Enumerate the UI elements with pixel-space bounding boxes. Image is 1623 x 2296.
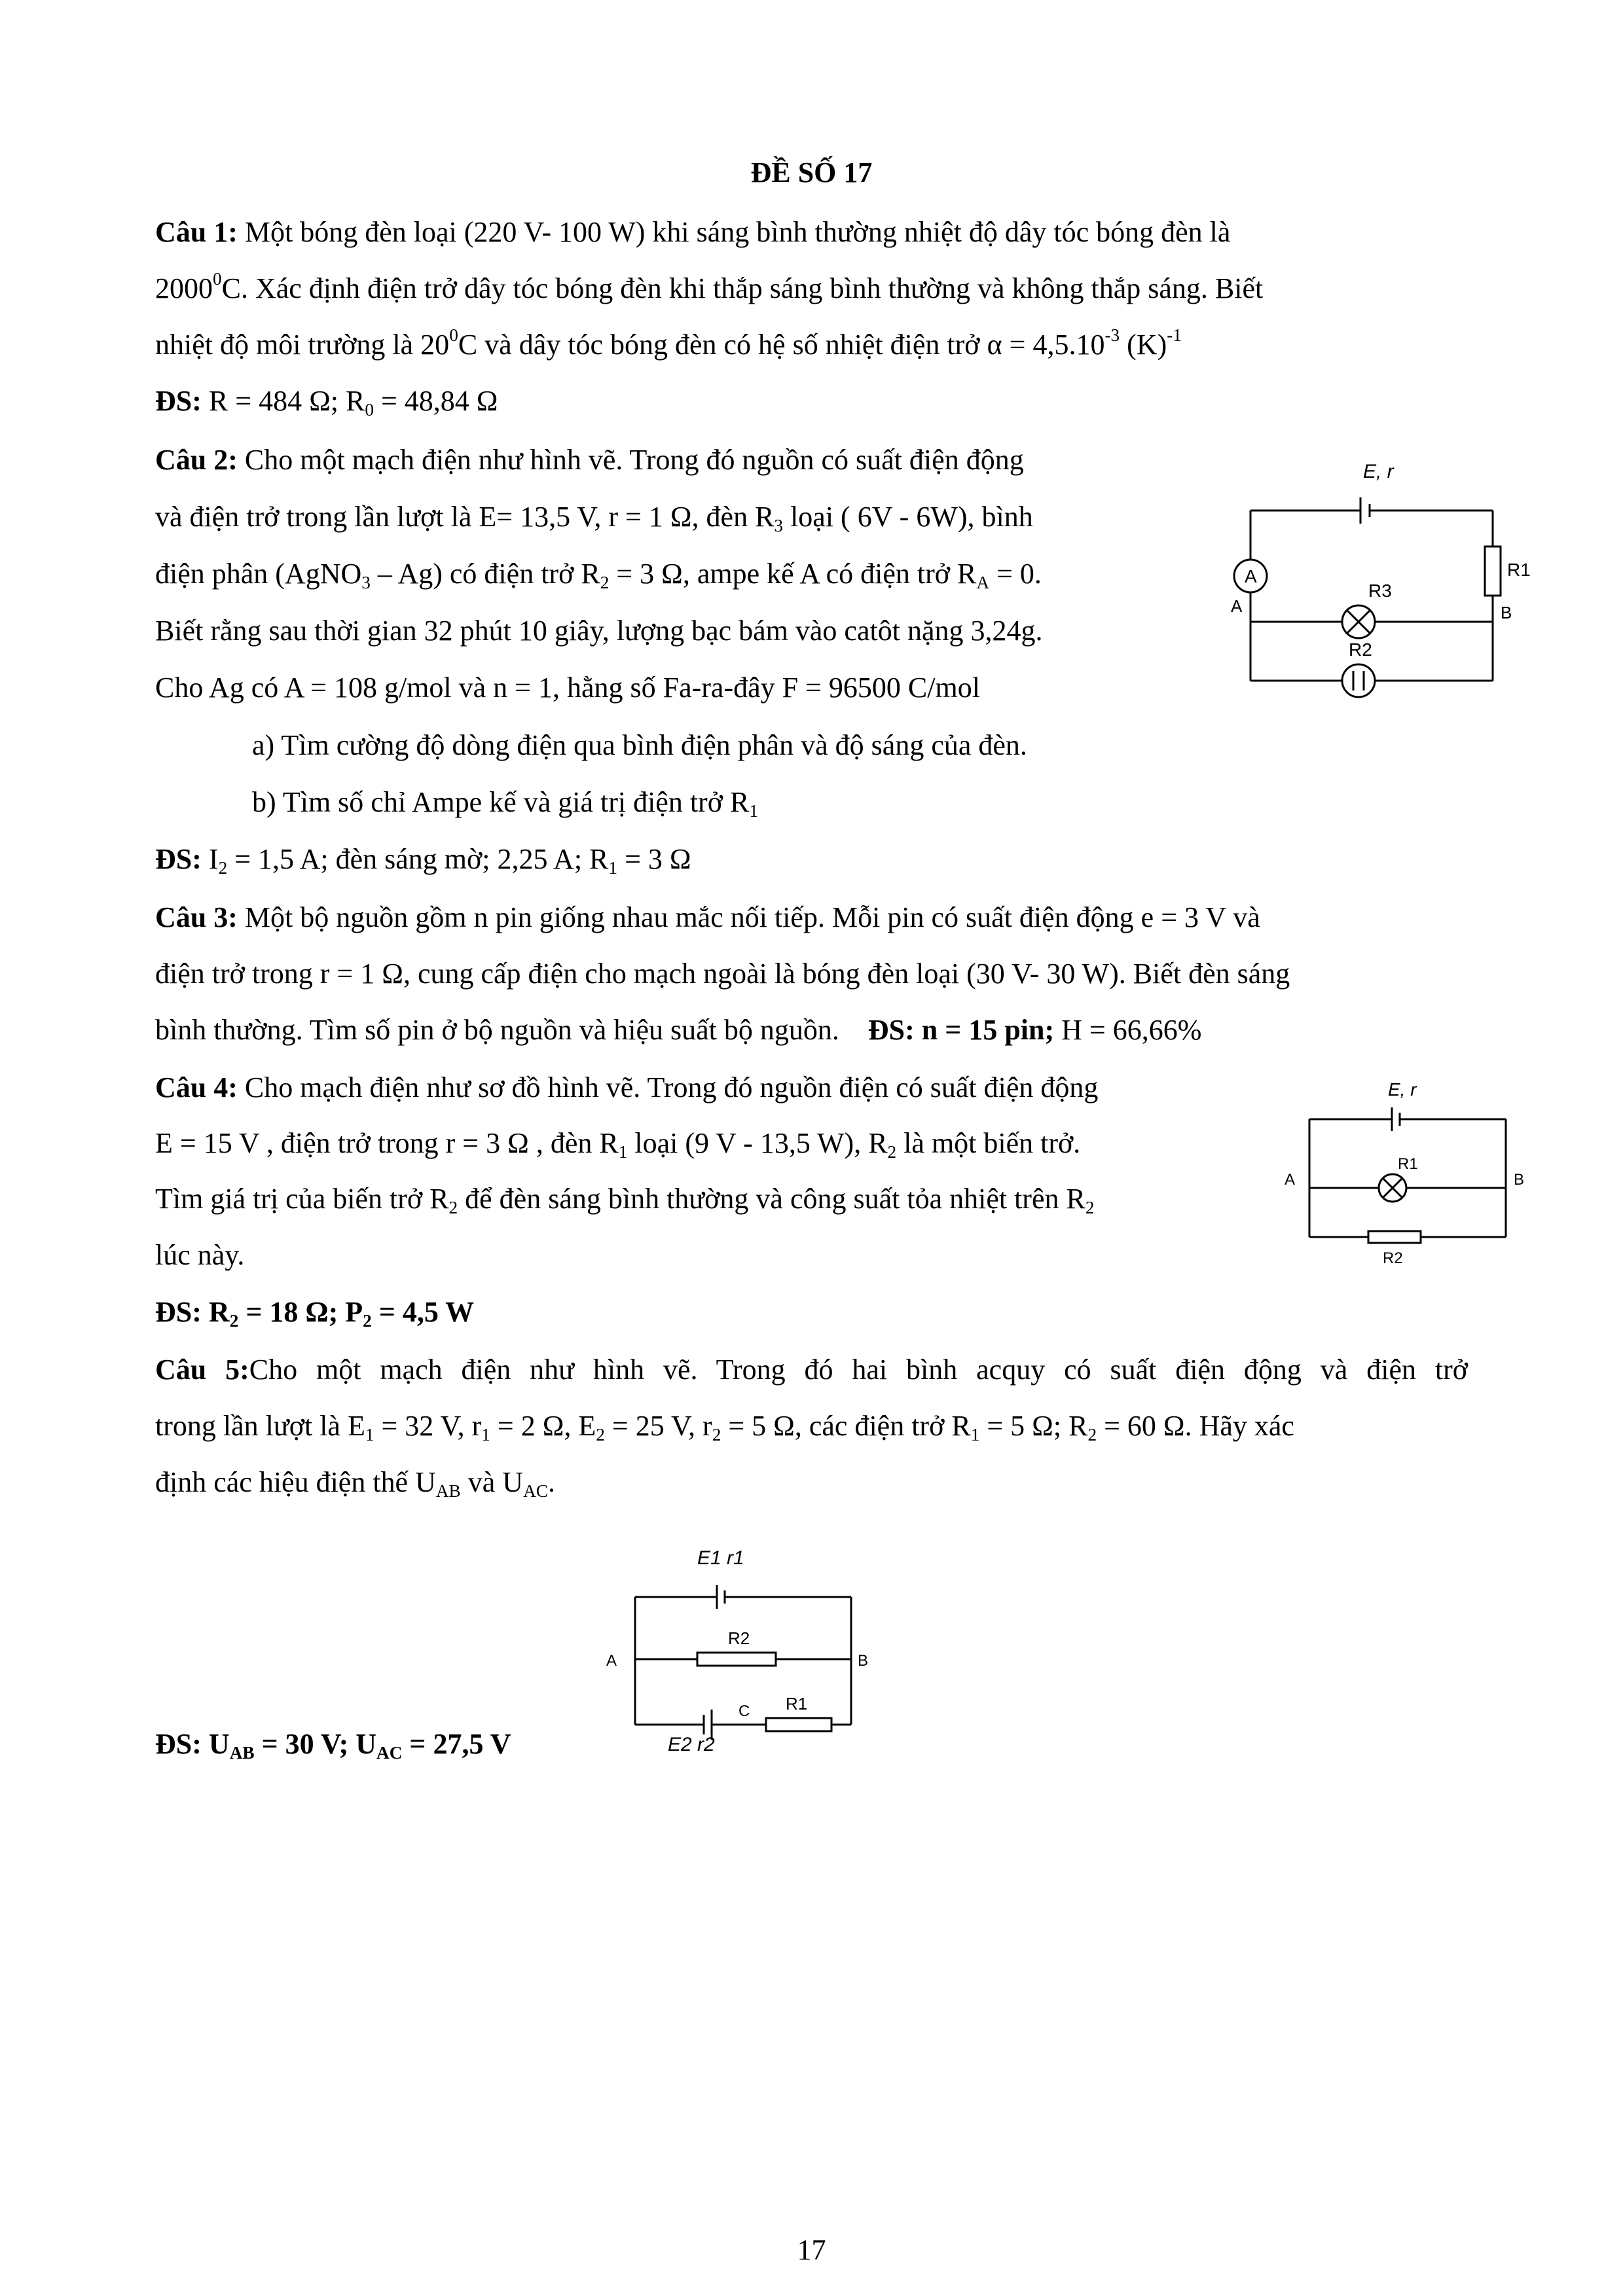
q5-line-1: Câu 5:Cho một mạch điện như hình vẽ. Trong đó hai bình acquy có suất điện động và điện trở <box>155 1354 1468 1386</box>
q2-line-2: và điện trở trong lần lượt là E= 13,5 V, r = 1 Ω, đèn $R_3$ loại ( 6V - 6W), bình <box>155 501 1033 536</box>
page-number: 17 <box>797 2234 826 2266</box>
svg-text:B: B <box>1514 1171 1525 1189</box>
q5-line-2: trong lần lượt là $E_1 = 32$ V, $r_1 = 2$ Ω, $E_2 = 25$ V, $r_2 = 5$ Ω, các điện trở $R_1 = 5$ Ω; $R_2 = 60$ Ω. Hãy xác <box>155 1410 1294 1445</box>
q2-circuit-diagram <box>1218 445 1531 707</box>
source-label: E, r <box>1363 461 1394 482</box>
q4-line-4: lúc này. <box>155 1239 245 1271</box>
q4-circuit-diagram <box>1277 1073 1539 1270</box>
svg-text:B: B <box>858 1652 869 1670</box>
q4-label: Câu 4: <box>155 1071 238 1103</box>
svg-text:A: A <box>1245 566 1257 586</box>
q5-line-3: định các hiệu điện thế $U_{AB}$ và $U_{AC}$. <box>155 1466 555 1501</box>
svg-text:E1 r1: E1 r1 <box>697 1547 744 1569</box>
q4-line-2: E = 15 V , điện trở trong r = 3 Ω , đèn $R_1$ loại (9 V - 13,5 W), $R_2$ là một biến trở. <box>155 1127 1081 1162</box>
q2-part-a: a) Tìm cường độ dòng điện qua bình điện phân và độ sáng của đèn. <box>252 729 1027 761</box>
svg-text:R1: R1 <box>1398 1155 1418 1173</box>
svg-text:B: B <box>1501 603 1512 622</box>
q4-line-3: Tìm giá trị của biến trở $R_2$ để đèn sáng bình thường và công suất tỏa nhiệt trên $R_2$ <box>155 1183 1095 1218</box>
svg-text:R1: R1 <box>1507 560 1531 580</box>
q3-line-1: Câu 3: Một bộ nguồn gồm n pin giống nhau mắc nối tiếp. Mỗi pin có suất điện động e = 3 V và <box>155 901 1260 933</box>
q3-label: Câu 3: <box>155 901 238 933</box>
q2-part-b: b) Tìm số chỉ Ampe kế và giá trị điện trở $R_1$ <box>252 786 758 821</box>
q2-answer: ĐS: $I_2 = 1,5$ A; đèn sáng mờ; 2,25 A; $R_1 = 3$ Ω <box>155 843 691 878</box>
q5-answer: ĐS: $U_{AB} = 30$ V; $U_{AC} = 27,5$ V <box>155 1728 511 1763</box>
page-title: ĐỀ SỐ 17 <box>750 156 873 188</box>
q1-answer: ĐS: R = 484 Ω; $R_0 = 48,84$ Ω <box>155 385 498 420</box>
q5-circuit-diagram <box>589 1532 890 1754</box>
resistor-r1 <box>1485 547 1501 596</box>
q2-label: Câu 2: <box>155 444 238 476</box>
svg-text:R2: R2 <box>1349 639 1372 660</box>
q2-line-5: Cho Ag có A = 108 g/mol và n = 1, hằng số Fa-ra-đây F = 96500 C/mol <box>155 672 980 704</box>
q1-line-1: Câu 1: Một bóng đèn loại (220 V- 100 W) khi sáng bình thường nhiệt độ dây tóc bóng đèn là <box>155 216 1231 248</box>
svg-text:C: C <box>739 1702 750 1720</box>
q5-label: Câu 5: <box>155 1354 249 1386</box>
svg-text:A: A <box>606 1652 617 1670</box>
svg-text:A: A <box>1285 1171 1296 1189</box>
svg-text:A: A <box>1231 596 1243 616</box>
resistor-r1 <box>766 1718 831 1731</box>
svg-text:R2: R2 <box>728 1628 750 1648</box>
q4-line-1: Câu 4: Cho mạch điện như sơ đồ hình vẽ. Trong đó nguồn điện có suất điện động <box>155 1071 1099 1103</box>
svg-text:R1: R1 <box>786 1694 808 1713</box>
svg-text:R3: R3 <box>1368 581 1392 601</box>
q2-line-1: Câu 2: Cho một mạch điện như hình vẽ. Trong đó nguồn có suất điện động <box>155 444 1024 476</box>
q1-line-2: 2000$^0$C. Xác định điện trở dây tóc bóng đèn khi thắp sáng bình thường và không thắp sáng. Biết <box>155 268 1264 304</box>
resistor-r2 <box>697 1653 776 1666</box>
resistor-r2 <box>1368 1231 1421 1243</box>
q1-label: Câu 1: <box>155 216 238 248</box>
svg-text:E, r: E, r <box>1388 1079 1417 1100</box>
q1-line-3: nhiệt độ môi trường là $20^0C$ và dây tóc bóng đèn có hệ số nhiệt điện trở $\alpha = 4,5.10^{-3}$ $(K)^{-1}$ <box>155 325 1182 361</box>
q2-line-4: Biết rằng sau thời gian 32 phút 10 giây, lượng bạc bám vào catôt nặng 3,24g. <box>155 615 1043 647</box>
q3-line-3: bình thường. Tìm số pin ở bộ nguồn và hiệu suất bộ nguồn. ĐS: n = 15 pin; H = 66,66% <box>155 1014 1202 1046</box>
q4-answer: ĐS: $R_2 = 18$ Ω; $P_2 = 4,5$ W <box>155 1296 475 1331</box>
q3-line-2: điện trở trong r = 1 Ω, cung cấp điện cho mạch ngoài là bóng đèn loại (30 V- 30 W). Biết đèn sáng <box>155 958 1290 990</box>
svg-text:R2: R2 <box>1383 1249 1403 1267</box>
electrolytic-cell-r2-icon <box>1342 664 1375 697</box>
svg-text:E2 r2: E2 r2 <box>668 1734 715 1755</box>
q2-line-3: điện phân (AgNO$_3$ – Ag) có điện trở $R_2 = 3$ Ω, ampe kế A có điện trở $R_A = 0$. <box>155 558 1042 593</box>
